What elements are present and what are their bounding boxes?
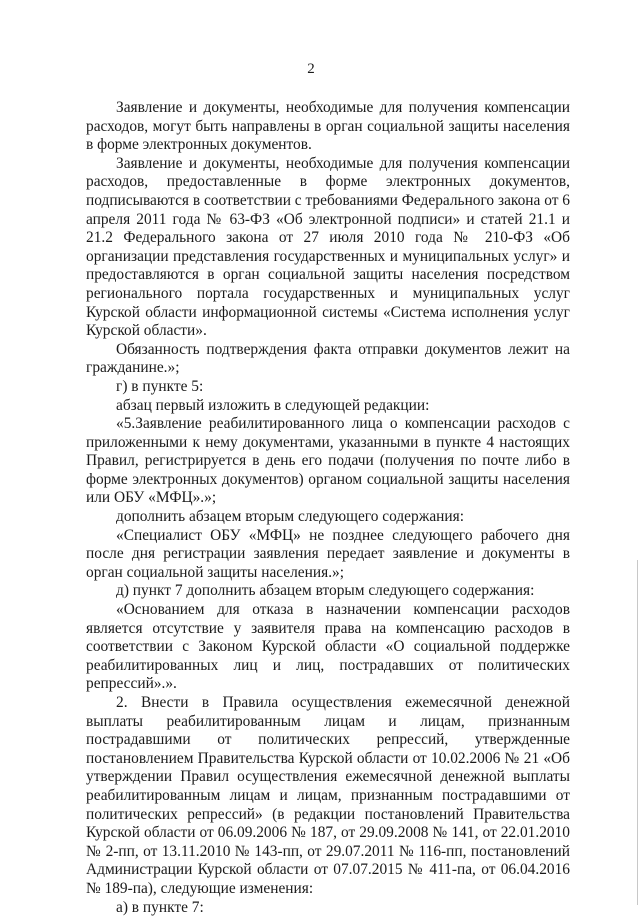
paragraph-point-5: «5.Заявление реабилитированного лица о компенсации расходов с приложенными к нему документами, указанными в пункте 4 настоящих Правил, регистрируется в день его подачи (получения по почте либо в форме электронных документов) органом социальной защиты населения или ОБУ «МФЦ».»; bbox=[86, 415, 570, 507]
paragraph-confirmation-duty: Обязанность подтверждения факта отправки документов лежит на гражданине.»; bbox=[86, 340, 570, 377]
paragraph-item-d: д) пункт 7 дополнить абзацем вторым следующего содержания: bbox=[116, 582, 535, 600]
paragraph-first-abzac: абзац первый изложить в следующей редакции: bbox=[116, 396, 430, 414]
scan-edge-line bbox=[637, 560, 638, 905]
paragraph-add-second-abzac: дополнить абзацем вторым следующего содержания: bbox=[116, 508, 465, 526]
paragraph-item-g: г) в пункте 5: bbox=[116, 377, 204, 395]
paragraph-mfc-specialist: «Специалист ОБУ «МФЦ» не позднее следующего рабочего дня после дня регистрации заявления передает заявление и документы в орган социальной защиты населения.»; bbox=[86, 526, 570, 581]
paragraph-item-a: а) в пункте 7: bbox=[116, 898, 204, 916]
paragraph-section-2: 2. Внести в Правила осуществления ежемесячной денежной выплаты реабилитированным лицам и лицам, признанным пострадавшими от политических репрессий, утвержденные постановлением Правительства Курской области от 10.02.2006 № 21 «Об утверждении Правил осуществления ежемесячной денежной выплаты реабилитированным лицам и лицам, признанным пострадавшими от политических репрессий» (в редакции постановлений Правительства Курской области от 06.09.2006 № 187, от 29.09.2008 № 141, от 22.01.2010 № 2-пп, от 13.11.2010 № 143-пп, от 29.07.2011 № 116-пп, постановлений Администрации Курской области от 07.07.2015 № 411-па, от 06.04.2016 № 189-па), следующие изменения: bbox=[86, 694, 570, 897]
page-number: 2 bbox=[307, 61, 315, 77]
paragraph-refusal-basis: «Основанием для отказа в назначении компенсации расходов является отсутствие у заявителя права на компенсацию расходов в соответствии с Законом Курской области «О социальной поддержке реабилитированных лиц и лиц, пострадавших от политических репрессий».». bbox=[86, 601, 570, 693]
paragraph-electronic-submission: Заявление и документы, необходимые для получения компенсации расходов, могут быть направлены в орган социальной защиты населения в форме электронных документов. bbox=[86, 99, 570, 154]
paragraph-electronic-signature: Заявление и документы, необходимые для получения компенсации расходов, предоставленные в форме электронных документов, подписываются в соответствии с требованиями Федерального закона от 6 апреля 2011 года № 63-ФЗ «Об электронной подписи» и статей 21.1 и 21.2 Федерального закона от 27 июля 2010 года № 210-ФЗ «Об организации представления государственных и муниципальных услуг» и предоставляются в орган социальной защиты населения посредством регионального портала государственных и муниципальных услуг Курской области информационной системы «Система исполнения услуг Курской области». bbox=[86, 154, 570, 340]
document-body bbox=[86, 99, 570, 917]
